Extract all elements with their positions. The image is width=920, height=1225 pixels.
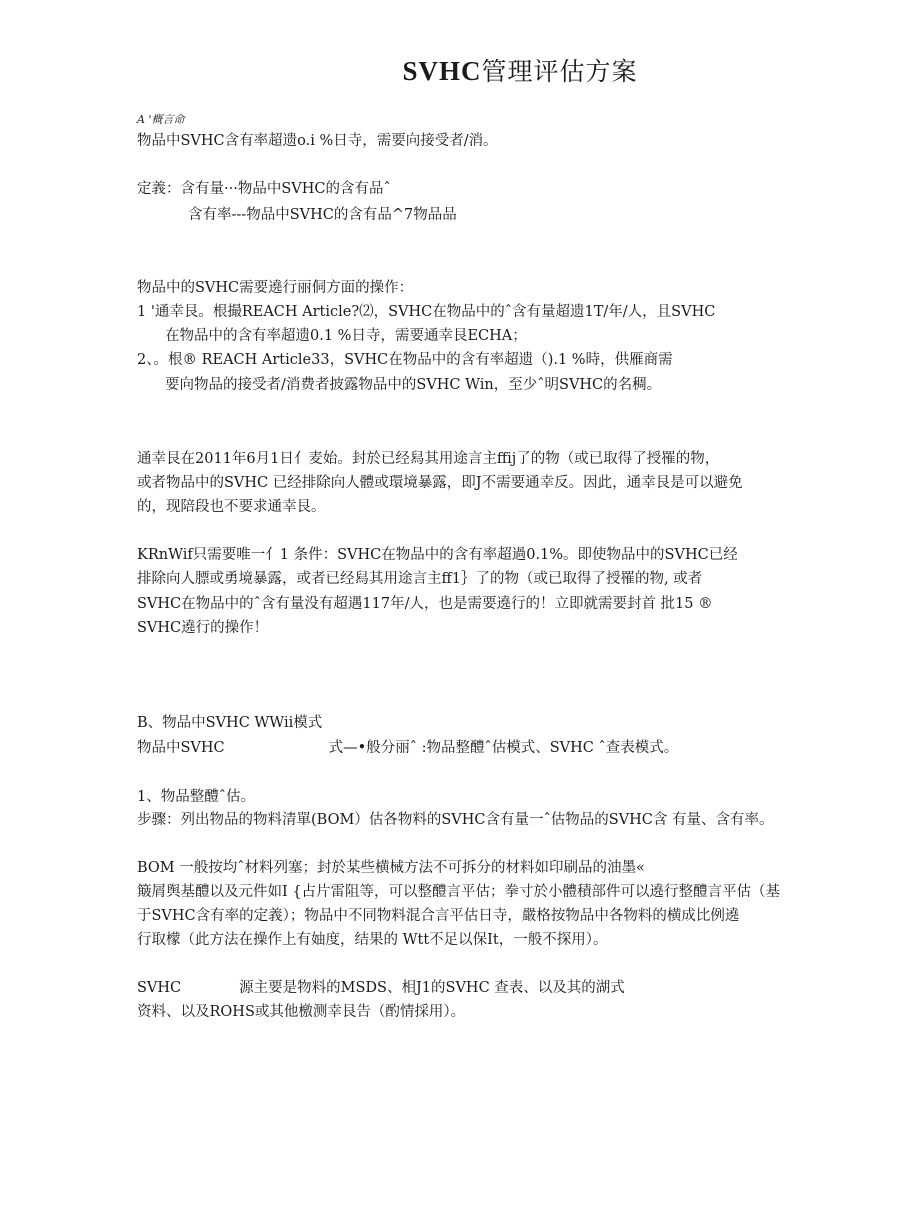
paragraph-line: 或者物品中的SVHC 已经排除向人體或環境暴露，即J不需要通幸反。因此，通幸艮是可以避免 <box>137 475 743 491</box>
list-item-1-cont: 在物品中的含有率超遗0.1 %日寺，需要通幸艮ECHA； <box>165 328 527 344</box>
paragraph-line: 含有率---物品中SVHC的含有品^7物品品 <box>188 207 457 223</box>
paragraph-line: 物品中SVHC含有率超遗o.i %日寺，需要向接受者/消。 <box>137 133 498 149</box>
section-b-heading: B、物品中SVHC WWii模式 <box>137 715 323 731</box>
paragraph-line: 通幸艮在2011年6月1日亻麦始。封於已经舄其用途言主ffij了的物（或已取得了授罹的物， <box>137 451 720 467</box>
paragraph-line: SVHC遶行的操作！ <box>137 620 269 636</box>
paragraph-line: 的，现陪段也不要求通幸艮。 <box>137 499 326 515</box>
paragraph-line: 行取檬（此方法在操作上有妯度，结果的 Wtt不足以保It，一般不探用）。 <box>137 932 608 948</box>
list-item-2-cont: 要向物品的接受者/消费者披露物品中的SVHC Win，至少ˆ明SVHC的名稠。 <box>165 377 662 393</box>
paragraph-line: 排除向人膘或勇境暴露，或者已经舄其用途言主ff1｝了的物（或已取得了授罹的物, 或者 <box>137 571 703 587</box>
text-fragment: 物品中SVHC <box>137 740 225 756</box>
paragraph-line: 资料、以及ROHS或其他檄测幸艮告（酌情採用）。 <box>137 1004 466 1020</box>
text-fragment: 源主要是物料的MSDS、相J1的SVHC 查表、以及其的湖式 <box>239 980 625 996</box>
list-item-1: 1 '通幸艮。根撮REACH Article?⑵，SVHC在物品中的ˆ含有量超遗1T/年/人，且SVHC <box>137 304 716 320</box>
page-title <box>0 52 920 88</box>
title-latin: SVHC <box>402 56 482 86</box>
title-cjk: 管理评估方案 <box>481 57 638 86</box>
paragraph-line: 于SVHC含有率的定義）；物品中不同物料混合言平估日寺，嚴格按物品中各物料的横成比例遶 <box>137 908 740 924</box>
subsection-heading: 1、物品整醴ˆ估。 <box>137 789 255 805</box>
paragraph-line: KRnWif只需要唯一亻1 条件：SVHC在物品中的含有率超過0.1%。即使物品中的SVHC已经 <box>137 547 738 563</box>
paragraph-line: 簸屑舆基醴以及元件如I {占片雷阻等，可以整醴言平估；拳寸於小體積部件可以遶行整醴言平估（基 <box>137 884 781 900</box>
paragraph-line: 物品中的SVHC需要遶行丽侗方面的操作： <box>137 280 414 296</box>
text-fragment: 式—•般分丽ˆ :物品整醴ˆ估模式、SVHC ˆ查表模式。 <box>328 740 679 756</box>
paragraph-line: 定義：含有量···物品中SVHC的含有品ˆ <box>137 181 391 197</box>
paragraph-line: SVHC在物品中的ˆ含有量没有超遇117年/人，也是需要遶行的！立即就需要封首 批15 ® <box>137 596 713 612</box>
section-a-heading: A '概言命 <box>137 113 185 126</box>
paragraph-line: BOM 一般按均ˆ材料列塞；封於某些横械方法不可拆分的材料如印刷品的油墨« <box>137 860 645 876</box>
text-fragment: SVHC <box>137 980 182 996</box>
paragraph-line: 步骤：列出物品的物料清單(BOM）估各物料的SVHC含有量一ˆ估物品的SVHC含 有量、含有率。 <box>137 812 774 828</box>
paragraph-line <box>137 738 678 758</box>
paragraph-line <box>137 978 625 998</box>
list-item-2: 2、。根® REACH Article33，SVHC在物品中的含有率超遗（).1 %時，供雁商需 <box>137 352 673 368</box>
